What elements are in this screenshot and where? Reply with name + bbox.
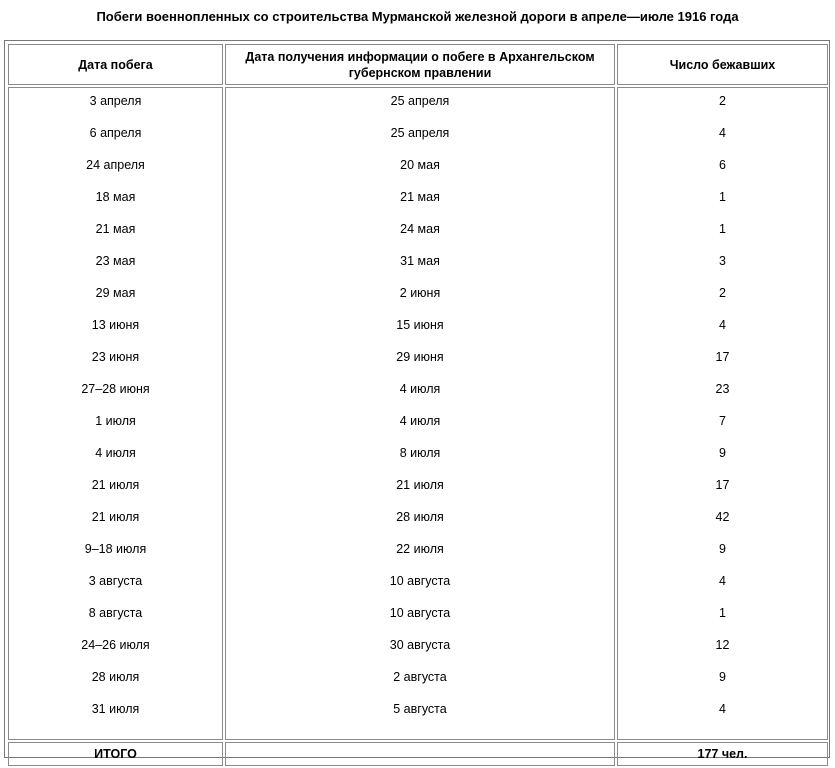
table-body-row — [8, 87, 828, 740]
table-cell-escape-date: 24 апреля — [86, 158, 145, 172]
table-cell-info-date: 15 июня — [396, 318, 444, 332]
table-cell-escape-date: 3 августа — [88, 574, 143, 588]
table-cell-escape-date: 21 июля — [91, 510, 140, 524]
table-cell-escape-date: 23 мая — [95, 254, 136, 268]
table-cell-escape-date: 21 мая — [95, 222, 136, 236]
table-cell-count: 1 — [719, 190, 726, 204]
table-cell-count: 6 — [719, 158, 726, 172]
table-cell-escape-date: 6 апреля — [89, 126, 142, 140]
table-cell-escape-date: 23 июня — [91, 350, 140, 364]
table-cell-count: 17 — [715, 350, 730, 364]
table-cell-escape-date: 28 июля — [91, 670, 140, 684]
table-cell-info-date: 31 мая — [400, 254, 440, 268]
table-cell-count: 9 — [719, 670, 726, 684]
total-row — [8, 742, 828, 766]
table-cell-info-date: 2 августа — [393, 670, 447, 684]
table-cell-escape-date: 21 июля — [91, 478, 140, 492]
header-info-date: Дата получения информации о побеге в Архангельском губернском правлении — [225, 44, 615, 85]
table-cell-escape-date: 24–26 июля — [81, 638, 150, 652]
table-cell-info-date: 2 июня — [399, 286, 441, 300]
table-cell-escape-date: 27–28 июня — [81, 382, 150, 396]
table-cell-escape-date: 18 мая — [95, 190, 136, 204]
table-cell-count: 4 — [719, 574, 726, 588]
table-cell-info-date: 4 июля — [399, 414, 441, 428]
table-cell-escape-date: 31 июля — [91, 702, 140, 716]
table-cell-info-date: 25 апреля — [390, 126, 450, 140]
table-cell-info-date: 30 августа — [389, 638, 451, 652]
escapes-table — [6, 42, 830, 768]
table-cell-info-date: 10 августа — [389, 606, 451, 620]
table-cell-count: 9 — [719, 446, 726, 460]
table-cell-info-date: 24 мая — [400, 222, 440, 236]
table-cell-count: 42 — [715, 510, 730, 524]
page-title: Побеги военнопленных со строительства Мурманской железной дороги в апреле—июле 1916 года — [96, 9, 739, 24]
table-cell-count: 4 — [719, 702, 726, 716]
table-cell-escape-date: 29 мая — [95, 286, 136, 300]
table-cell-escape-date: 9–18 июля — [84, 542, 147, 556]
table-cell-info-date: 29 июня — [396, 350, 444, 364]
table-cell-info-date: 22 июля — [396, 542, 444, 556]
table-cell-count: 9 — [719, 542, 726, 556]
table-cell-count: 17 — [715, 478, 730, 492]
table-cell-info-date: 4 июля — [399, 382, 441, 396]
table-header-row — [8, 44, 828, 85]
table-cell-escape-date: 3 апреля — [89, 94, 142, 108]
table-cell-info-date: 20 мая — [400, 158, 440, 172]
column-escape-date — [8, 87, 223, 740]
table-cell-count: 2 — [719, 286, 726, 300]
table-cell-count: 12 — [715, 638, 730, 652]
table-cell-count: 23 — [715, 382, 730, 396]
table-cell-info-date: 8 июля — [399, 446, 441, 460]
column-info-date — [225, 87, 615, 740]
header-escape-date: Дата побега — [8, 44, 223, 85]
table-cell-count: 4 — [719, 126, 726, 140]
table-cell-escape-date: 1 июля — [95, 414, 136, 428]
table-cell-info-date: 28 июля — [396, 510, 444, 524]
total-label: ИТОГО — [8, 742, 223, 766]
total-count: 177 чел. — [617, 742, 828, 766]
table-cell-count: 1 — [719, 606, 726, 620]
table-cell-count: 4 — [719, 318, 726, 332]
table-cell-count: 1 — [719, 222, 726, 236]
table-cell-info-date: 21 мая — [400, 190, 440, 204]
table-cell-count: 7 — [719, 414, 726, 428]
table-cell-count: 3 — [719, 254, 726, 268]
total-info-date — [225, 742, 615, 766]
table-cell-count: 2 — [719, 94, 726, 108]
table-cell-escape-date: 8 августа — [88, 606, 143, 620]
table-cell-info-date: 10 августа — [389, 574, 451, 588]
table-cell-info-date: 5 августа — [393, 702, 447, 716]
table-cell-escape-date: 4 июля — [95, 446, 136, 460]
table-cell-escape-date: 13 июня — [91, 318, 140, 332]
table-cell-info-date: 21 июля — [396, 478, 444, 492]
table-cell-info-date: 25 апреля — [390, 94, 450, 108]
header-count: Число бежавших — [617, 44, 828, 85]
column-count — [617, 87, 828, 740]
table-frame — [4, 40, 830, 761]
